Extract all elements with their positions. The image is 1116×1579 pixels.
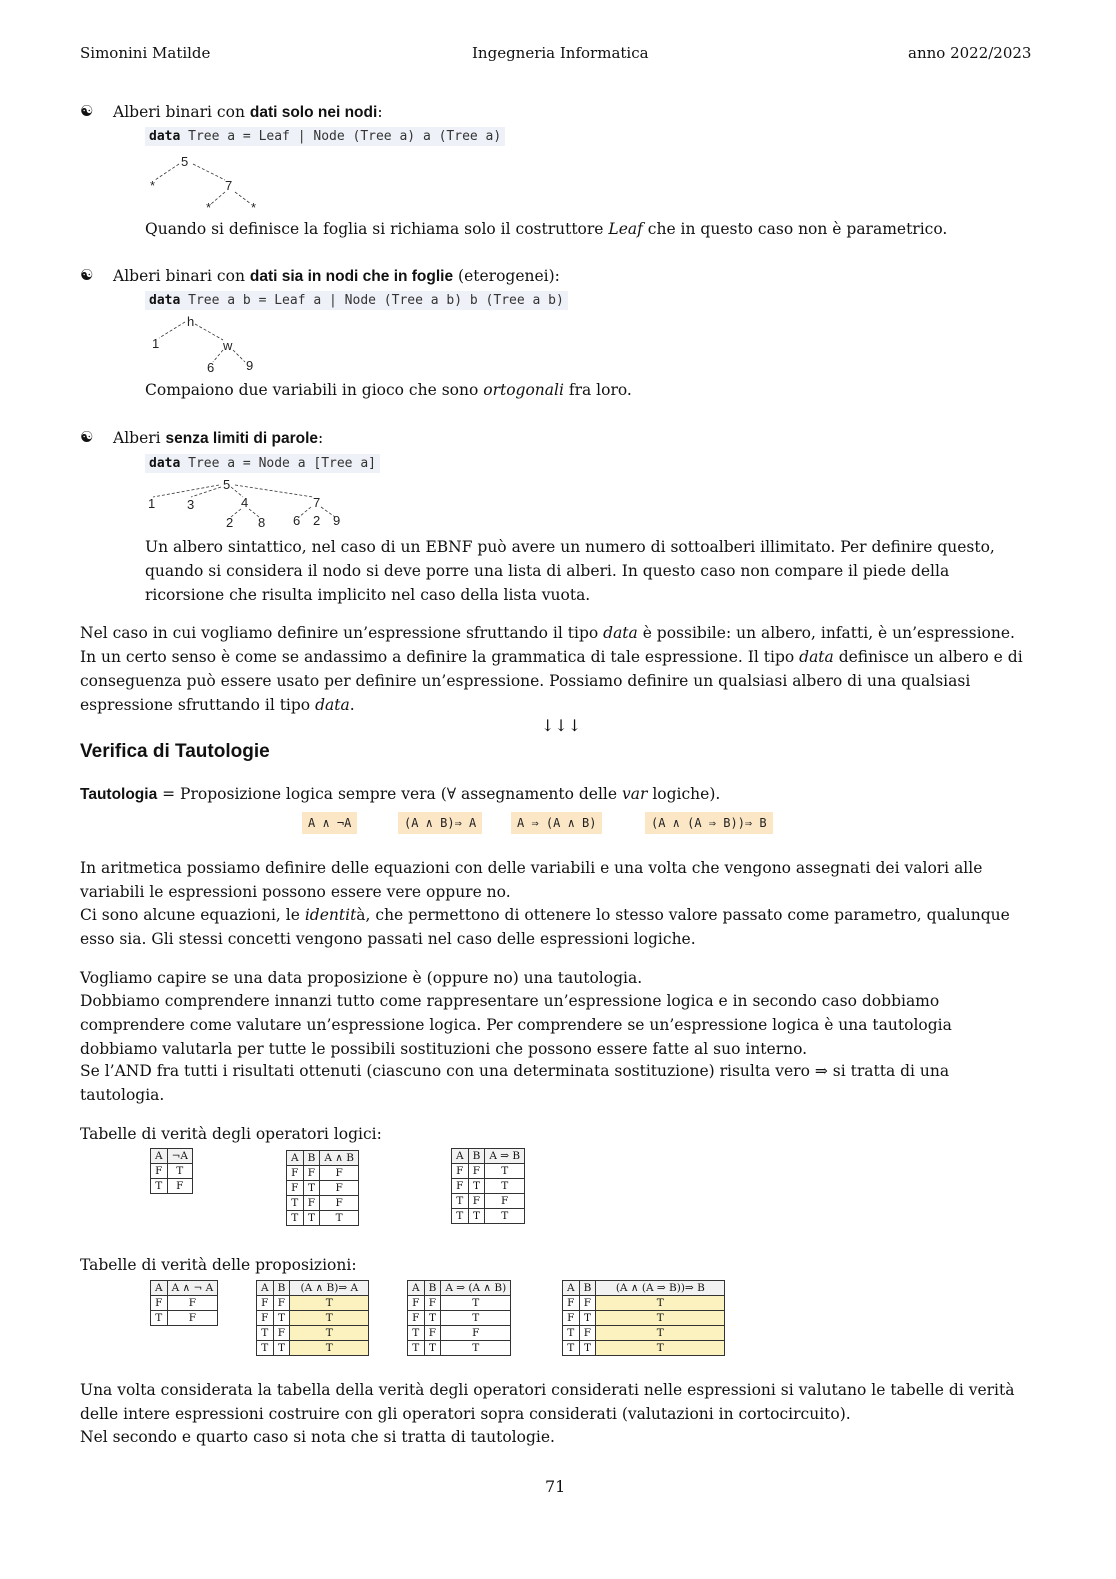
table-header-cell: A ⇒ (A ∧ B) — [441, 1281, 511, 1296]
table-cell: F — [320, 1166, 359, 1181]
table-cell: T — [424, 1341, 441, 1356]
tautology-definition: Tautologia = Proposizione logica sempre vera (∀ assegnamento delle var logiche). — [80, 785, 721, 803]
arithmetic-paragraph: In aritmetica possiamo definire delle equazioni con delle variabili e una volta che vengono assegnati dei valori alle variabili le espressioni possono essere vere oppure no. — [80, 859, 983, 901]
tree-node-label: 3 — [187, 497, 195, 512]
table-row — [452, 1209, 525, 1224]
tree-node-label: 9 — [246, 358, 254, 373]
tree-node-label: 4 — [241, 495, 249, 510]
tree-node-label: 7 — [313, 495, 321, 510]
table-cell: T — [579, 1341, 596, 1356]
table-cell: T — [320, 1211, 359, 1226]
table-cell: F — [424, 1296, 441, 1311]
table-cell: T — [290, 1296, 369, 1311]
table-cell: F — [320, 1181, 359, 1196]
table-cell: F — [167, 1296, 218, 1311]
table-header-cell: (A ∧ (A ⇒ B))⇒ B — [596, 1281, 725, 1296]
table-cell: T — [485, 1179, 525, 1194]
table-cell: T — [452, 1194, 469, 1209]
table-cell: T — [408, 1326, 425, 1341]
table-cell: F — [579, 1326, 596, 1341]
table-cell: T — [303, 1181, 320, 1196]
table-row — [563, 1311, 725, 1326]
tree-node-label: 1 — [152, 336, 160, 351]
code-tree-leaf-node: data Tree a = Leaf | Node (Tree a) a (Tree a) — [145, 127, 505, 146]
table-row — [257, 1326, 369, 1341]
table-row — [408, 1326, 511, 1341]
tree-node-label: 2 — [313, 513, 321, 528]
formula-chip: (A ∧ B)⇒ A — [398, 812, 482, 834]
tree-node-label: * — [206, 200, 212, 212]
table-header-cell: A ∧ ¬ A — [167, 1281, 218, 1296]
header-author: Simonini Matilde — [80, 44, 211, 62]
table-header-cell: (A ∧ B)⇒ A — [290, 1281, 369, 1296]
table-header-cell: A — [151, 1281, 168, 1296]
table-cell: T — [468, 1209, 485, 1224]
table-cell: T — [408, 1341, 425, 1356]
propositions-caption: Tabelle di verità delle proposizioni: — [80, 1256, 357, 1274]
table-header-cell: A ⇒ B — [485, 1149, 525, 1164]
table-row — [257, 1341, 369, 1356]
table-cell: F — [320, 1196, 359, 1211]
table-cell: F — [452, 1179, 469, 1194]
tree-node-label: 5 — [181, 154, 189, 169]
header-course: Ingegneria Informatica — [472, 44, 649, 62]
table-cell: F — [287, 1166, 304, 1181]
table-cell: T — [290, 1311, 369, 1326]
tree-node-label: 8 — [258, 515, 266, 530]
table-cell: F — [408, 1311, 425, 1326]
table-row — [452, 1179, 525, 1194]
truth-table-prop-3 — [407, 1280, 511, 1356]
table-header-cell: B — [468, 1149, 485, 1164]
tree-node-label: 2 — [226, 515, 234, 530]
table-cell: T — [596, 1311, 725, 1326]
table-cell: T — [468, 1179, 485, 1194]
table-cell: F — [151, 1164, 168, 1179]
table-cell: F — [563, 1296, 580, 1311]
orthogonal-variables-note: Compaiono due variabili in gioco che sono ortogonali fra loro. — [145, 381, 632, 399]
section-heading: Verifica di Tautologie — [80, 741, 270, 762]
table-cell: T — [303, 1211, 320, 1226]
table-cell: F — [424, 1326, 441, 1341]
table-row — [452, 1194, 525, 1209]
table-cell: T — [273, 1311, 290, 1326]
header-year: anno 2022/2023 — [908, 44, 1032, 62]
table-cell: F — [452, 1164, 469, 1179]
table-cell: T — [441, 1341, 511, 1356]
operators-caption: Tabelle di verità degli operatori logici: — [80, 1125, 382, 1143]
truth-table-implies — [451, 1148, 525, 1224]
table-cell: T — [485, 1209, 525, 1224]
table-row — [257, 1296, 369, 1311]
formula-chip: A ∧ ¬A — [302, 812, 357, 834]
tree-node-label: * — [150, 178, 156, 193]
formula-chip: (A ∧ (A ⇒ B))⇒ B — [645, 812, 773, 834]
tree-diagram-3 — [145, 475, 355, 531]
bullet-binary-trees-nodes: Alberi binari con dati solo nei nodi: — [113, 103, 383, 121]
table-cell: F — [468, 1164, 485, 1179]
table-row — [408, 1296, 511, 1311]
truth-table-prop-1 — [150, 1280, 218, 1326]
table-header-cell: A — [287, 1151, 304, 1166]
code-tree-leaf-a-node: data Tree a b = Leaf a | Node (Tree a b) b (Tree a b) — [145, 291, 568, 310]
table-cell: T — [424, 1311, 441, 1326]
table-cell: F — [468, 1194, 485, 1209]
table-row — [257, 1311, 369, 1326]
tree-node-label: 6 — [207, 360, 215, 375]
leaf-constructor-note: Quando si definisce la foglia si richiama solo il costruttore Leaf che in questo caso non è parametrico. — [145, 220, 948, 238]
table-cell: T — [290, 1341, 369, 1356]
table-row — [408, 1341, 511, 1356]
table-cell: T — [563, 1341, 580, 1356]
down-arrows: ↓↓↓ — [541, 716, 582, 735]
evaluation-paragraph: Una volta considerata la tabella della verità degli operatori considerati nelle espressioni si valutano le tabelle di verità delle intere espressioni costruire con gli operatori sopra considerati (valutazioni in cortocircuito). — [80, 1381, 1015, 1423]
tree-diagram-2 — [145, 312, 275, 376]
identity-paragraph: Ci sono alcune equazioni, le identità, che permettono di ottenere lo stesso valore passato come parametro, qualunque esso sia. Gli stessi concetti vengono passati nel caso delle espressioni logiche. — [80, 906, 1010, 948]
table-row — [563, 1326, 725, 1341]
table-cell: F — [273, 1296, 290, 1311]
table-cell: T — [257, 1341, 274, 1356]
table-cell: F — [257, 1296, 274, 1311]
table-cell: F — [303, 1196, 320, 1211]
table-header-cell: B — [424, 1281, 441, 1296]
data-type-paragraph: Nel caso in cui vogliamo definire un’espressione sfruttando il tipo data è possibile: un albero, infatti, è un’espressione. In un certo senso è come se andassimo a definire la grammatica di tale espressione. Il tipo data definisce un albero e di conseguenza può essere usato per definire un’espressione. Possiamo definire un qualsiasi albero di una qualsiasi espressione sfruttando il tipo data. — [80, 624, 1023, 714]
table-row — [287, 1181, 359, 1196]
truth-table-prop-4 — [562, 1280, 725, 1356]
tree-node-label: w — [223, 338, 233, 353]
tree-node-label: h — [187, 314, 195, 329]
table-cell: F — [167, 1179, 192, 1194]
truth-table-prop-2 — [256, 1280, 369, 1356]
table-cell: F — [257, 1311, 274, 1326]
table-header-cell: B — [273, 1281, 290, 1296]
page-number: 71 — [545, 1477, 566, 1496]
table-header-cell: A ∧ B — [320, 1151, 359, 1166]
table-row — [151, 1296, 218, 1311]
and-results-paragraph: Se l’AND fra tutti i risultati ottenuti (ciascuno con una determinata sostituzione) risulta vero ⇒ si tratta di una tautologia. — [80, 1062, 950, 1104]
table-header-cell: B — [303, 1151, 320, 1166]
table-cell: F — [485, 1194, 525, 1209]
truth-table-not — [150, 1148, 193, 1194]
table-cell: F — [563, 1311, 580, 1326]
table-cell: F — [303, 1166, 320, 1181]
tree-node-label: 6 — [293, 513, 301, 528]
table-cell: T — [287, 1211, 304, 1226]
table-row — [408, 1311, 511, 1326]
ebnf-tree-note: Un albero sintattico, nel caso di un EBNF può avere un numero di sottoalberi illimitato. Per definire questo, quando si considera il nodo si deve porre una lista di alberi. In questo caso non compare il piede della ricorsione che risulta implicito nel caso della lista vuota. — [145, 538, 995, 604]
yin-yang-bullet-icon: ☯ — [80, 428, 94, 446]
table-cell: T — [485, 1164, 525, 1179]
truth-table-and — [286, 1150, 359, 1226]
table-header-cell: B — [579, 1281, 596, 1296]
tautology-conclusion: Nel secondo e quarto caso si nota che si tratta di tautologie. — [80, 1428, 555, 1446]
tree-node-label: 9 — [333, 513, 341, 528]
table-cell: T — [452, 1209, 469, 1224]
table-cell: T — [596, 1296, 725, 1311]
yin-yang-bullet-icon: ☯ — [80, 102, 94, 120]
table-header-cell: ¬A — [167, 1149, 192, 1164]
table-cell: T — [441, 1311, 511, 1326]
table-row — [151, 1311, 218, 1326]
table-cell: T — [563, 1326, 580, 1341]
table-row — [151, 1164, 193, 1179]
bullet-unlimited-trees: Alberi senza limiti di parole: — [113, 429, 324, 447]
table-cell: T — [579, 1311, 596, 1326]
table-row — [151, 1179, 193, 1194]
table-row — [563, 1296, 725, 1311]
table-cell: T — [151, 1311, 168, 1326]
code-tree-node-list: data Tree a = Node a [Tree a] — [145, 454, 380, 473]
table-cell: T — [287, 1196, 304, 1211]
bullet-binary-trees-heterogeneous: Alberi binari con dati sia in nodi che in foglie (eterogenei): — [113, 267, 560, 285]
table-cell: T — [273, 1341, 290, 1356]
table-cell: T — [167, 1164, 192, 1179]
table-cell: F — [151, 1296, 168, 1311]
tautology-goal-paragraph: Vogliamo capire se una data proposizione è (oppure no) una tautologia. — [80, 969, 643, 987]
table-cell: T — [596, 1326, 725, 1341]
table-cell: T — [151, 1179, 168, 1194]
table-row — [287, 1196, 359, 1211]
table-cell: F — [441, 1326, 511, 1341]
table-cell: T — [290, 1326, 369, 1341]
table-cell: T — [441, 1296, 511, 1311]
table-cell: F — [579, 1296, 596, 1311]
table-cell: F — [167, 1311, 218, 1326]
table-row — [452, 1164, 525, 1179]
table-row — [287, 1211, 359, 1226]
table-header-cell: A — [563, 1281, 580, 1296]
table-header-cell: A — [257, 1281, 274, 1296]
tree-node-label: 1 — [148, 496, 156, 511]
table-header-cell: A — [408, 1281, 425, 1296]
table-header-cell: A — [452, 1149, 469, 1164]
table-cell: F — [408, 1296, 425, 1311]
tree-node-label: 7 — [225, 178, 233, 193]
logic-evaluation-paragraph: Dobbiamo comprendere innanzi tutto come rappresentare un’espressione logica e in secondo caso dobbiamo comprendere come valutare un’espressione logica. Per comprendere se un’espressione logica è una tautologia dobbiamo valutarla per tutte le possibili sostituzioni che possono essere fatte al suo interno. — [80, 992, 952, 1058]
tree-diagram-1 — [145, 150, 275, 212]
table-row — [287, 1166, 359, 1181]
table-cell: F — [273, 1326, 290, 1341]
table-cell: F — [287, 1181, 304, 1196]
yin-yang-bullet-icon: ☯ — [80, 266, 94, 284]
tree-node-label: * — [251, 200, 257, 212]
table-cell: T — [257, 1326, 274, 1341]
table-row — [563, 1341, 725, 1356]
formula-chip: A ⇒ (A ∧ B) — [511, 812, 602, 834]
table-header-cell: A — [151, 1149, 168, 1164]
table-cell: T — [596, 1341, 725, 1356]
tree-node-label: 5 — [223, 477, 231, 492]
